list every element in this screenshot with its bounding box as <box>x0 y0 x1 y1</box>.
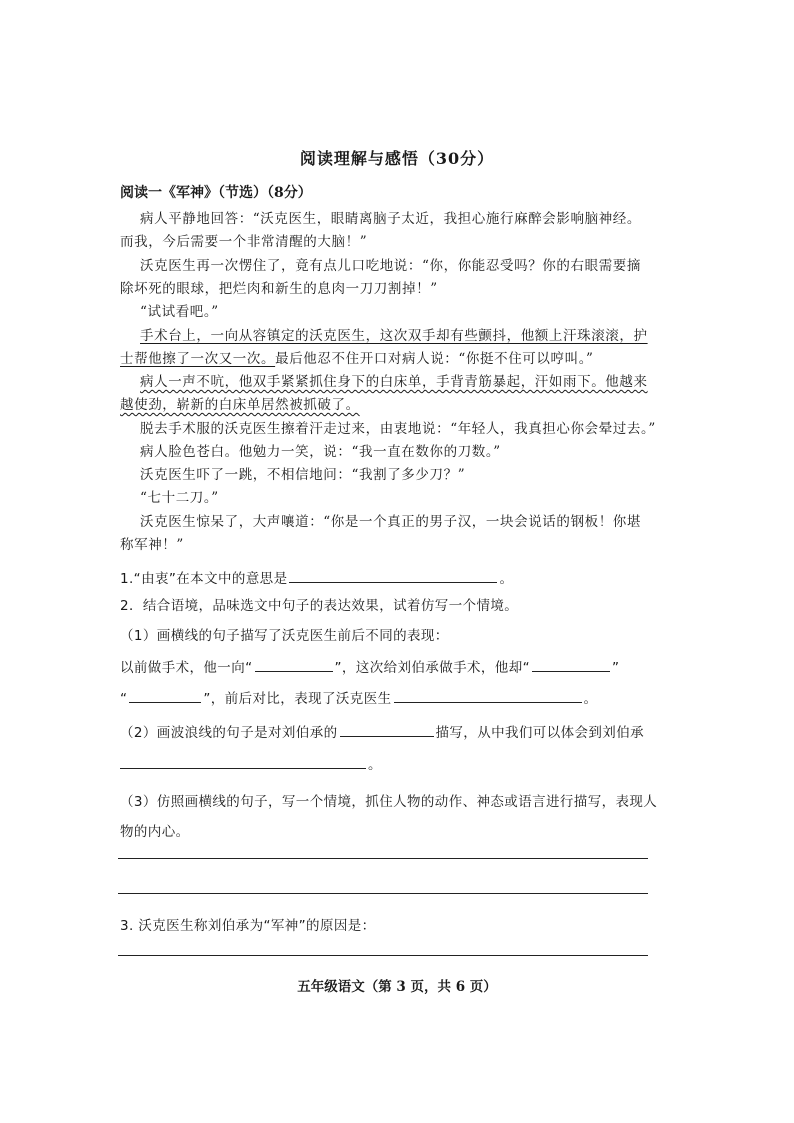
answer-blank[interactable] <box>255 657 333 672</box>
passage-line: 而我，今后需要一个非常清醒的大脑！” <box>120 234 368 250</box>
answer-line[interactable] <box>118 893 648 894</box>
underlined-sentence: 士帮他擦了一次又一次。 <box>120 351 276 367</box>
question-2-2: （2）画波浪线的句子是对刘伯承的 描写，从中我们可以体会到刘伯承 <box>120 721 644 741</box>
question-2-2-cont: 。 <box>120 753 382 773</box>
passage-line: 病人脸色苍白。他勉力一笑，说：“我一直在数你的刀数。” <box>140 444 501 460</box>
wavy-underlined-sentence: 病人一声不吭，他双手紧紧抓住身下的白床单，手背青筋暴起，汗如雨下。他越来 <box>140 374 648 390</box>
question-2-1-line2: “ ”，前后对比，表现了沃克医生 。 <box>120 687 597 707</box>
answer-line[interactable] <box>118 858 648 859</box>
passage-line: 沃克医生惊呆了，大声嚷道：“你是一个真正的男子汉，一块会说话的钢板！你堪 <box>140 514 642 530</box>
passage-line: 沃克医生吓了一跳，不相信地问：“我割了多少刀？” <box>140 467 466 483</box>
page-title: 阅读理解与感悟（30分） <box>299 149 495 168</box>
question-1: 1.“由衷”在本文中的意思是 。 <box>120 567 513 587</box>
passage-line: “七十二刀。” <box>140 490 219 506</box>
passage-line: 病人平静地回答：“沃克医生，眼睛离脑子太近，我担心施行麻醉会影响脑神经。 <box>140 211 642 227</box>
passage-line: 称军神！” <box>120 537 184 553</box>
answer-blank[interactable] <box>394 688 582 703</box>
question-2-3: （3）仿照画横线的句子，写一个情境，抓住人物的动作、神态或语言进行描写，表现人 <box>120 794 658 810</box>
passage-line: 脱去手术服的沃克医生擦着汗走过来，由衷地说：“年轻人，我真担心你会晕过去。” <box>140 421 656 437</box>
passage-text: 最后他忍不住开口对病人说：“你挺不住可以哼叫。” <box>275 351 594 367</box>
underlined-sentence: 手术台上，一向从容镇定的沃克医生，这次双手却有些颤抖，他额上汗珠滚滚，护 <box>140 328 648 344</box>
answer-blank[interactable] <box>532 657 610 672</box>
question-3: 3. 沃克医生称刘伯承为“军神”的原因是： <box>120 918 376 934</box>
answer-blank[interactable] <box>340 722 434 737</box>
answer-blank[interactable] <box>129 688 201 703</box>
question-2: 2．结合语境，品味选文中句子的表达效果，试着仿写一个情境。 <box>120 598 519 614</box>
passage-line: “试试看吧。” <box>140 304 219 320</box>
section-heading: 阅读一《军神》（节选）（8分） <box>120 185 312 201</box>
page-footer: 五年级语文（第 3 页，共 6 页） <box>297 979 497 995</box>
passage-line: 除坏死的眼球，把烂肉和新生的息肉一刀刀割掉！” <box>120 281 438 297</box>
question-2-1: （1）画横线的句子描写了沃克医生前后不同的表现： <box>120 628 449 644</box>
answer-blank[interactable] <box>289 568 497 583</box>
question-2-1-line1: 以前做手术，他一向“ ”，这次给刘伯承做手术，他却“ ” <box>120 656 619 676</box>
passage-line <box>120 347 594 367</box>
answer-line[interactable] <box>118 955 648 956</box>
answer-blank[interactable] <box>120 754 366 769</box>
question-2-3-cont: 物的内心。 <box>120 824 190 840</box>
passage-line: 沃克医生再一次愣住了，竟有点儿口吃地说：“你，你能忍受吗？你的右眼需要摘 <box>140 258 642 274</box>
wavy-underlined-sentence: 越使劲，崭新的白床单居然被抓破了。 <box>120 397 360 413</box>
